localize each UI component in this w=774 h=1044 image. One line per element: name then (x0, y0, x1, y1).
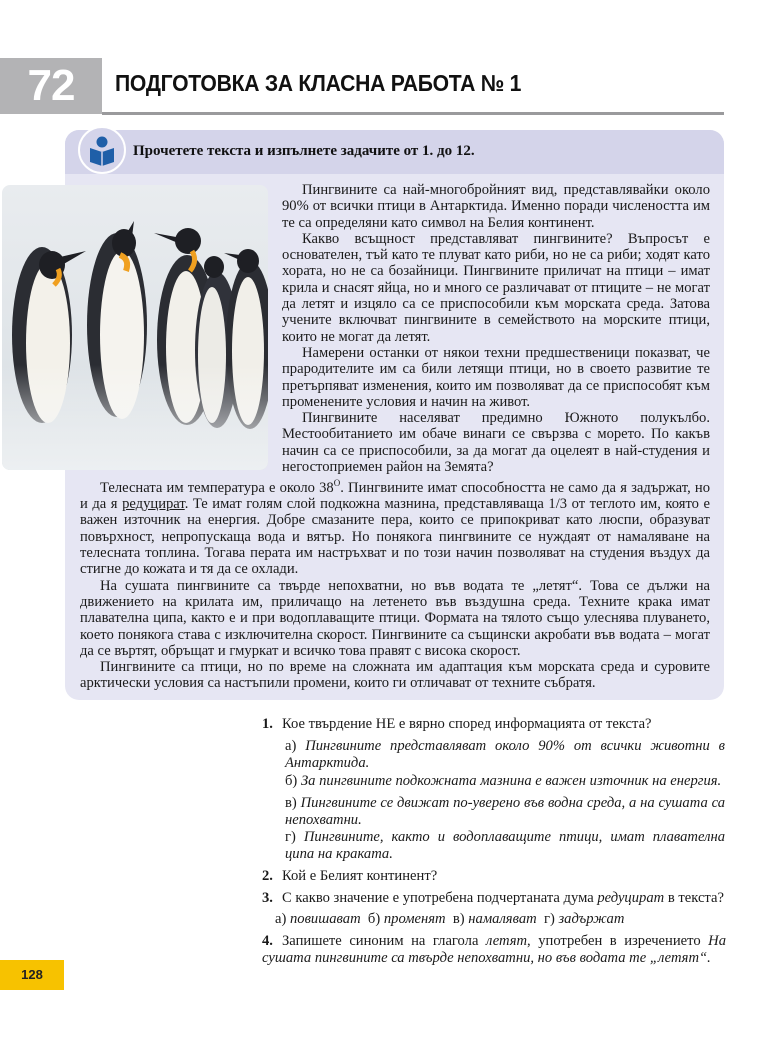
question-1-option-d: г) Пингвините, както и водоплаващите птици, имат плавателна ципа на краката. (285, 829, 725, 862)
paragraph: Пингвините са птици, но по време на сложната им адаптация към морската среда и суровите арктически условия са настъпили промени, които ги отличават от техните събратя. (80, 659, 710, 692)
question-3-options: а) повишават б) променят в) намаляват г) задържат (275, 911, 625, 927)
lesson-number: 72 (0, 58, 102, 114)
question-1-option-b: б) За пингвините подкожната мазнина е важен източник на енергия. (285, 773, 722, 789)
paragraph: Намерени останки от някои техни предшественици показват, че прародителите им са били летящи птици, но в своето развитие те претърпяват изменения, които им позволяват да се приспособят към променените условия и начин на живот. (282, 344, 710, 410)
title-divider (102, 112, 724, 115)
paragraph: Пингвините са най-многобройният вид, представлявайки около 90% от всички птици в Антарктида. Именно поради числеността им те са определяни като символ на Белия континент. (282, 182, 710, 231)
paragraph: Телесната им температура е около $38^О$. Пингвините имат способността не само да я задържат, но и да я редуцират. Те имат голям слой подкожна мазнина, представляваща 1/3 от теглото им, която е важен източник на енергия. Добре смазаните пера, които се припокриват като люспи, образуват повърхност, непропускаща вода и вятър. Но понякога пингвините се нуждаят от намаляване на телесната топлина. Тогава перата им настръхват и по този начин позволяват на студения въздух да стигне до кожата и тя да се охлади. (80, 478, 710, 578)
paragraph: На сушата пингвините са твърде непохватни, но във водата те „летят“. Това се дължи на движението на крилата им, приличащо на летенето във въздушна среда. Техните крака имат плавателна ципа, както е и при водоплаващите птици. Формата на тялото също улеснява плуването, което понякога става с изключителна скорост. Пингвините са същински акробати във водата – могат да се въртят, обръщат и гмуркат и всичко това правят с висока скорост. (80, 577, 710, 659)
question-1-option-c: в) Пингвините се движат по-уверено във водна среда, а на сушата са непохватни. (285, 795, 725, 828)
question-4: 4. Запишете синоним на глагола летят, употребен в изречението На сушата пингвините са твърде непохватни, но във водата те „летят“. (262, 933, 726, 966)
page-number: 128 (0, 960, 64, 990)
article-text-top (282, 182, 710, 475)
paragraph: Пингвините населяват предимно Южното полукълбо. Местообитанието им обаче винаги се свързва с морето. По какъв начин са се приспособили, за да могат да оцелеят в най-студения и негостоприемен район на Земята? (282, 410, 710, 476)
question-1-option-a: а) Пингвините представляват около 90% от всички животни в Антарктида. (285, 738, 726, 771)
instruction-text: Прочетете текста и изпълнете задачите от 1. до 12. (133, 143, 475, 159)
question-2: 2. Кой е Белият континент? (262, 868, 438, 884)
page-title: ПОДГОТОВКА ЗА КЛАСНА РАБОТА № 1 (115, 70, 522, 96)
question-1: 1. Кое твърдение НЕ е вярно според информацията от текста? (262, 716, 652, 732)
paragraph: Какво всъщност представляват пингвините? Въпросът е основателен, тъй като те плуват като риби, но не са риби; ходят като хората, но не са бозайници. Пингвините приличат на птици – имат крила и снасят яйца, но и много се различават от птиците – не могат да летят и изцяло са се приспособили към морската среда. Затова учените включват пингвините в семейството на морските птици, които не могат да летят. (282, 230, 710, 345)
penguins-photo (2, 185, 268, 470)
article-text-bottom (80, 475, 710, 692)
question-3: 3. С какво значение е употребена подчертаната дума редуцират в текста? (262, 890, 724, 906)
underlined-word: редуцират (122, 496, 185, 513)
book-reader-icon (78, 126, 126, 174)
